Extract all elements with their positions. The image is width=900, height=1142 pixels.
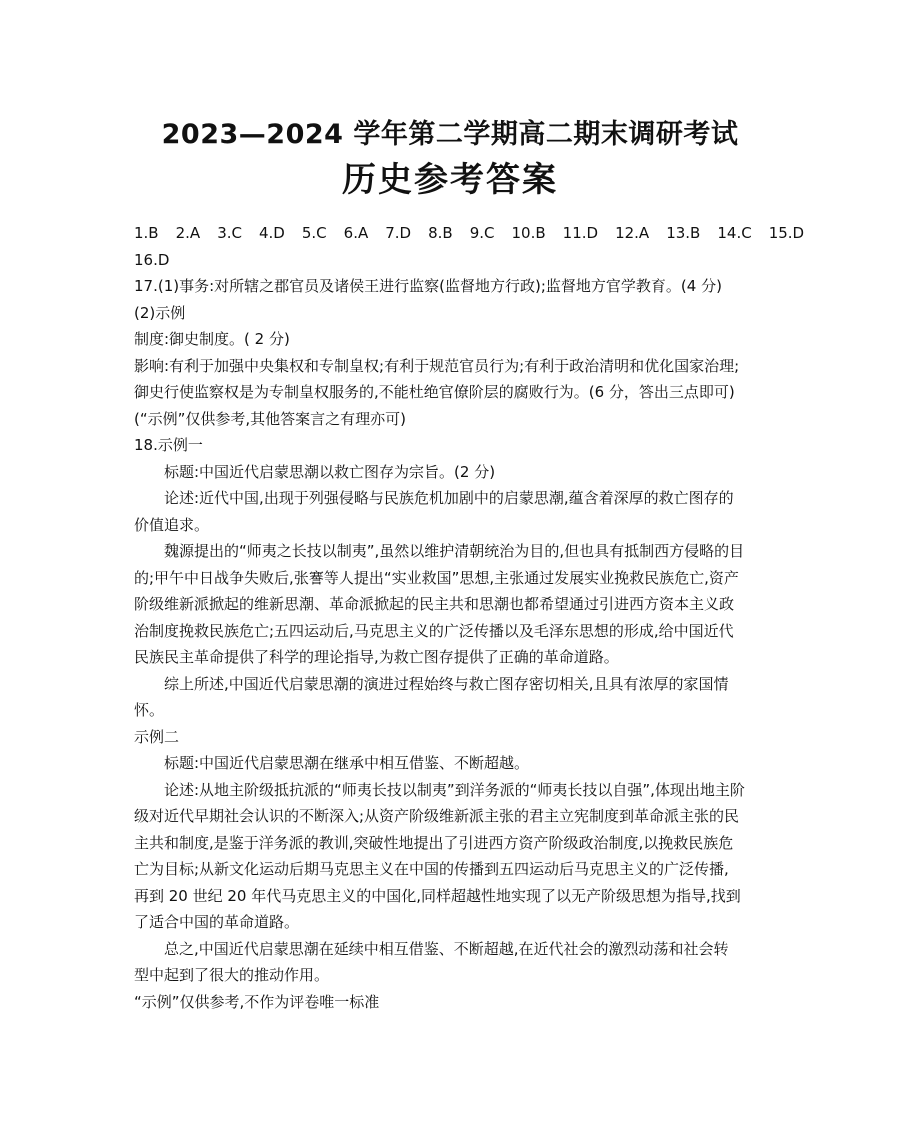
q18-ex2-conclusion: 总之,中国近代启蒙思潮在延续中相互借鉴、不断超越,在近代社会的激烈动荡和社会转 xyxy=(164,939,729,958)
q18-ex1-para2-cont: 阶级维新派掀起的维新思潮、革命派掀起的民主共和思潮也都希望通过引进西方资本主义政 xyxy=(134,595,735,613)
q18-ex1-para2-cont: 的;甲午中日战争失败后,张謇等人提出“实业救国”思想,主张通过发展实业挽救民族危亡,资产 xyxy=(134,568,739,587)
choice-answer: 2.A xyxy=(175,224,201,242)
choice-answer-16: 16.D xyxy=(134,250,170,269)
choice-answer: 3.C xyxy=(217,224,242,242)
q17-note: (“示例”仅供参考,其他答案言之有理亦可) xyxy=(134,409,407,428)
q18-ex2-para1-cont: 了适合中国的革命道路。 xyxy=(134,913,300,931)
q18-ex1-title: 标题:中国近代启蒙思潮以救亡图存为宗旨。(2 分) xyxy=(164,462,496,481)
q18-ex2-para1-cont: 级对近代早期社会认识的不断深入;从资产阶级维新派主张的君主立宪制度到革命派主张的民 xyxy=(134,807,740,825)
answer-body xyxy=(134,220,805,1015)
choice-answer: 13.B xyxy=(666,224,701,242)
q17-part2-label: (2)示例 xyxy=(134,303,186,322)
document-title: 历史参考答案 xyxy=(342,160,558,200)
q18-ex2-para1: 论述:从地主阶级抵抗派的“师夷长技以制夷”到洋务派的“师夷长技以自强”,体现出地主阶 xyxy=(164,780,745,799)
q17-system: 制度:御史制度。( 2 分) xyxy=(134,330,290,348)
q18-ex1-para1: 论述:近代中国,出现于列强侵略与民族危机加剧中的启蒙思潮,蕴含着深厚的救亡图存的 xyxy=(164,489,734,507)
q17-impact-line1: 影响:有利于加强中央集权和专制皇权;有利于规范官员行为;有利于政治清明和优化国家治理; xyxy=(134,356,740,375)
choice-answer: 1.B xyxy=(134,224,159,242)
q18-ex1-conclusion-cont: 怀。 xyxy=(134,701,165,719)
choice-answer: 5.C xyxy=(301,224,327,242)
q18-ex2-para1-cont: 再到 20 世纪 20 年代马克思主义的中国化,同样超越性地实现了以无产阶级思想为指导,找到 xyxy=(134,886,741,905)
choice-answers xyxy=(134,220,805,247)
choice-answer: 9.C xyxy=(469,224,495,242)
q18-ex1-para2: 魏源提出的“师夷之长技以制夷”,虽然以维护清朝统治为目的,但也具有抵制西方侵略的目 xyxy=(164,542,745,560)
choice-answer: 14.C xyxy=(717,224,752,242)
q18-ex1-para1-cont: 价值追求。 xyxy=(134,515,210,534)
q18-ex2-para1-cont: 亡为目标;从新文化运动后期马克思主义在中国的传播到五四运动后马克思主义的广泛传播, xyxy=(134,860,729,878)
q17-impact-line2: 御史行使监察权是为专制皇权服务的,不能杜绝官僚阶层的腐败行为。(6 分，答出三点即可) xyxy=(134,383,735,401)
choice-answer: 10.B xyxy=(511,224,546,242)
q18-ex1-para2-cont: 治制度挽救民族危亡;五四运动后,马克思主义的广泛传播以及毛泽东思想的形成,给中国近代 xyxy=(134,621,734,640)
choice-answer: 11.D xyxy=(562,224,599,242)
q18-ex2-title: 标题:中国近代启蒙思潮在继承中相互借鉴、不断超越。 xyxy=(164,754,530,772)
choice-answer: 15.D xyxy=(768,224,805,242)
q18-ex1-para2-cont: 民族民主革命提供了科学的理论指导,为救亡图存提供了正确的革命道路。 xyxy=(134,648,619,666)
exam-title: 2023—2024 学年第二学期高二期末调研考试 xyxy=(161,119,739,150)
choice-answer: 4.D xyxy=(258,224,285,242)
q18-ex2-heading: 示例二 xyxy=(134,727,180,746)
q18-ex2-conclusion-cont: 型中起到了很大的推动作用。 xyxy=(134,966,330,984)
q18-heading: 18.示例一 xyxy=(134,436,203,454)
choice-answer: 6.A xyxy=(343,224,369,242)
q18-footnote: “示例”仅供参考,不作为评卷唯一标准 xyxy=(134,992,380,1011)
choice-answer: 7.D xyxy=(385,224,412,242)
q17-part1: 17.(1)事务:对所辖之郡官员及诸侯王进行监察(监督地方行政);监督地方官学教育。(4 分) xyxy=(134,277,722,295)
q18-ex2-para1-cont: 主共和制度,是鉴于洋务派的教训,突破性地提出了引进西方资产阶级政治制度,以挽救民族危 xyxy=(134,833,734,852)
q18-ex1-conclusion: 综上所述,中国近代启蒙思潮的演进过程始终与救亡图存密切相关,且具有浓厚的家国情 xyxy=(164,674,729,693)
choice-answer: 8.B xyxy=(428,224,453,242)
choice-answer: 12.A xyxy=(615,224,650,242)
